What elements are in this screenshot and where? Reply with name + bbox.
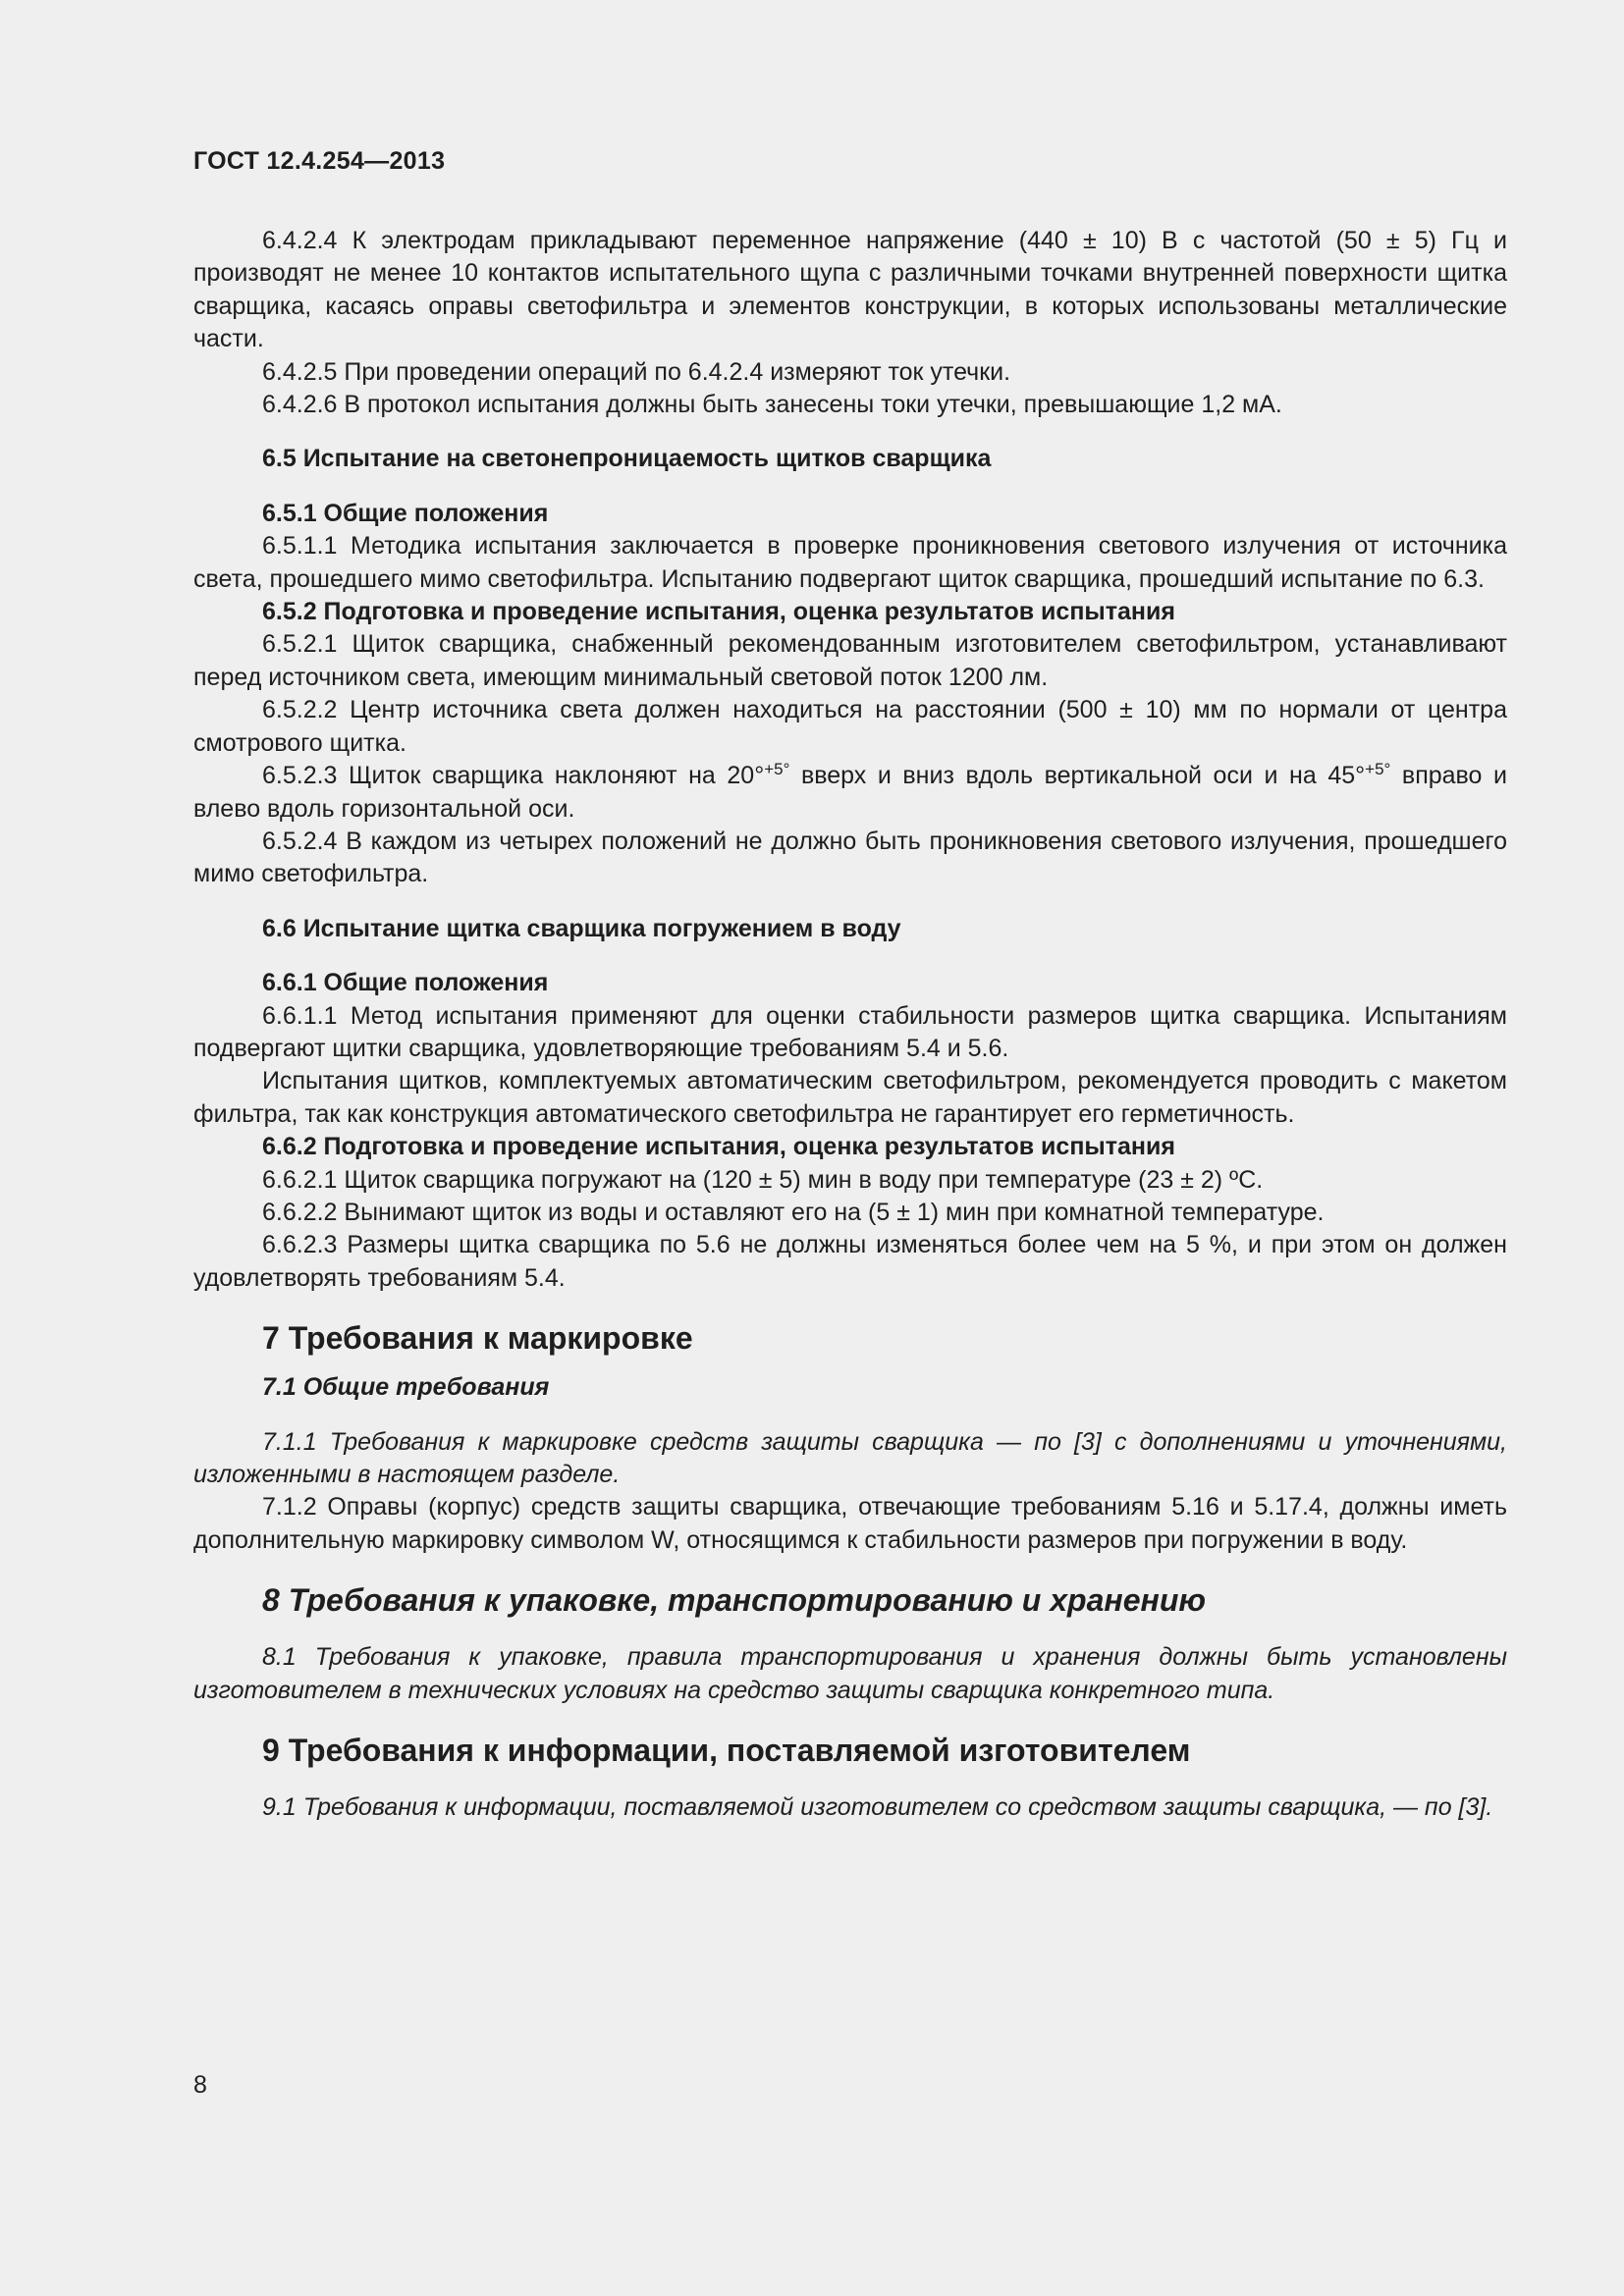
paragraph-6-6-2-1: 6.6.2.1 Щиток сварщика погружают на (120 ± 5) мин в воду при температуре (23 ± 2) ºС. — [262, 1165, 1264, 1194]
paragraph-6-4-2-4: 6.4.2.4 К электродам прикладывают переменное напряжение (440 ± 10) В с частотой (50 ± 5) Гц и производят не менее 10 контактов испытательного щупа с различными точками внутренней поверхности щитка сварщика, касаясь оправы светофильтра и элементов конструкции, в которых использованы металлические части. — [193, 227, 1507, 353]
angle-tolerance-superscript: +5° — [1365, 760, 1391, 779]
paragraph-7-1-1: 7.1.1 Требования к маркировке средств защиты сварщика — по [3] с дополнениями и уточнениями, изложенными в настоящем разделе. — [193, 1427, 1507, 1488]
paragraph-8-1: 8.1 Требования к упаковке, правила транспортирования и хранения должны быть установлены изготовителем в технических условиях на средство защиты сварщика конкретного типа. — [193, 1643, 1507, 1704]
paragraph-6-5-2-4: 6.5.2.4 В каждом из четырех положений не должно быть проникновения светового излучения, прошедшего мимо светофильтра. — [193, 827, 1507, 888]
paragraph-6-6-2-3: 6.6.2.3 Размеры щитка сварщика по 5.6 не должны изменяться более чем на 5 %, и при этом он должен удовлетворять требованиям 5.4. — [193, 1231, 1507, 1292]
heading-6-6-2: 6.6.2 Подготовка и проведение испытания, оценка результатов испытания — [262, 1133, 1175, 1161]
heading-6-6-1: 6.6.1 Общие положения — [262, 969, 549, 997]
paragraph-9-1: 9.1 Требования к информации, поставляемой изготовителем со средством защиты сварщика, — по [3]. — [262, 1793, 1493, 1822]
heading-6-5-1: 6.5.1 Общие положения — [262, 499, 549, 527]
paragraph-6-5-2-1: 6.5.2.1 Щиток сварщика, снабженный рекомендованным изготовителем светофильтром, устанавливают перед источником света, имеющим минимальный световой поток 1200 лм. — [193, 630, 1507, 691]
section-heading-7: 7 Требования к маркировке — [262, 1320, 693, 1357]
paragraph-6-5-2-3-part-a: 6.5.2.3 Щиток сварщика наклоняют на 20° — [262, 762, 765, 790]
paragraph-6-4-2-6: 6.4.2.6 В протокол испытания должны быть занесены токи утечки, превышающие 1,2 мА. — [262, 391, 1282, 419]
paragraph-6-5-2-3-part-c: вправо и влево вдоль горизонтальной оси. — [193, 762, 1507, 823]
paragraph-6-5-2-2: 6.5.2.2 Центр источника света должен находиться на расстоянии (500 ± 10) мм по нормали от центра смотрового щитка. — [193, 696, 1507, 757]
heading-6-5: 6.5 Испытание на светонепроницаемость щитков сварщика — [262, 445, 992, 473]
paragraph-6-6-1-1: 6.6.1.1 Метод испытания применяют для оценки стабильности размеров щитка сварщика. Испытаниям подвергают щитки сварщика, удовлетворяющие требованиям 5.4 и 5.6. — [193, 1001, 1507, 1062]
paragraph-7-1-2: 7.1.2 Оправы (корпус) средств защиты сварщика, отвечающие требованиям 5.16 и 5.17.4, должны иметь дополнительную маркировку символом W, относящимся к стабильности размеров при погружении в воду. — [193, 1493, 1507, 1554]
heading-7-1: 7.1 Общие требования — [262, 1373, 550, 1402]
paragraph-6-6-1-1-continued: Испытания щитков, комплектуемых автоматическим светофильтром, рекомендуется проводить с макетом фильтра, так как конструкция автоматического светофильтра не гарантирует его герметичность. — [193, 1067, 1507, 1128]
paragraph-6-5-2-3 — [193, 760, 1507, 826]
document-code-header: ГОСТ 12.4.254—2013 — [193, 147, 446, 175]
paragraph-6-6-2-2: 6.6.2.2 Вынимают щиток из воды и оставляют его на (5 ± 1) мин при комнатной температуре. — [262, 1198, 1325, 1226]
angle-tolerance-superscript: +5° — [764, 760, 790, 779]
heading-6-6: 6.6 Испытание щитка сварщика погружением в воду — [262, 914, 901, 942]
document-body — [193, 225, 1507, 1824]
paragraph-6-5-1-1: 6.5.1.1 Методика испытания заключается в проверке проникновения светового излучения от источника света, прошедшего мимо светофильтра. Испытанию подвергают щиток сварщика, прошедший испытание по 6.3. — [193, 532, 1507, 593]
paragraph-6-5-2-3-part-b: вверх и вниз вдоль вертикальной оси и на 45° — [789, 762, 1366, 790]
section-heading-9: 9 Требования к информации, поставляемой изготовителем — [262, 1733, 1191, 1769]
page-number: 8 — [193, 2071, 207, 2099]
heading-6-5-2: 6.5.2 Подготовка и проведение испытания, оценка результатов испытания — [262, 598, 1175, 626]
paragraph-6-4-2-5: 6.4.2.5 При проведении операций по 6.4.2.4 измеряют ток утечки. — [262, 357, 1011, 386]
section-heading-8: 8 Требования к упаковке, транспортированию и хранению — [262, 1582, 1207, 1619]
